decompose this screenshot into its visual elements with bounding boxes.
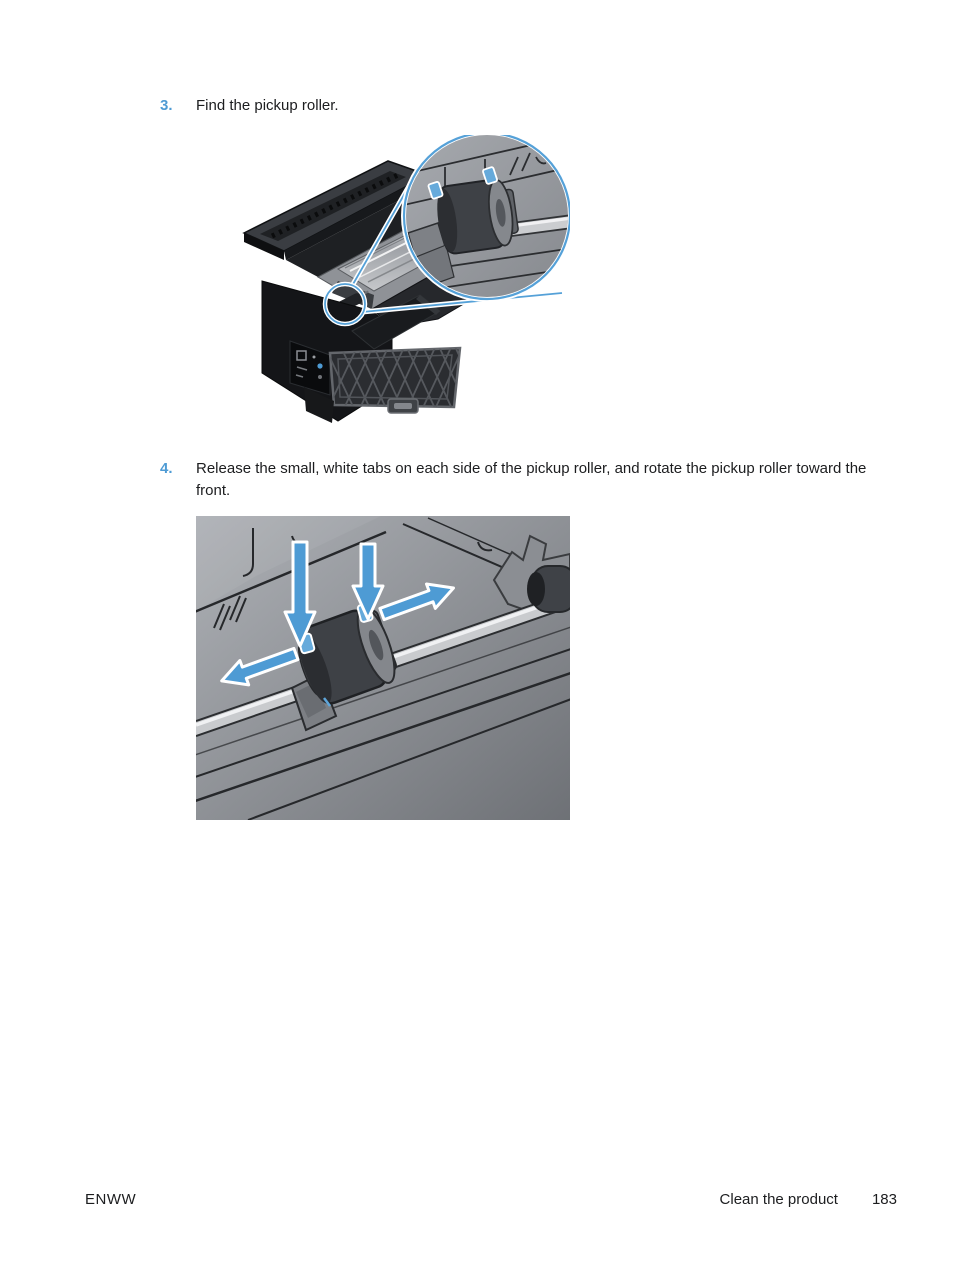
roller-closeup-illustration xyxy=(196,516,570,820)
footer-right xyxy=(720,1191,897,1208)
footer-locale: ENWW xyxy=(85,1191,137,1208)
printer-illustration xyxy=(240,135,570,431)
step-3-number: 3. xyxy=(160,97,173,114)
step-4 xyxy=(160,458,896,502)
figure-release-tabs xyxy=(196,516,570,820)
step-4-text: Release the small, white tabs on each side of the pickup roller, and rotate the pickup roller toward the front. xyxy=(196,460,867,499)
step-4-number: 4. xyxy=(160,460,173,477)
step-3 xyxy=(160,95,896,117)
footer-section-title: Clean the product xyxy=(719,1191,838,1208)
shaft-bearing xyxy=(527,566,570,612)
step-3-text: Find the pickup roller. xyxy=(196,97,339,114)
footer-page-number: 183 xyxy=(871,1191,897,1208)
figure-pickup-roller-location xyxy=(240,135,570,431)
